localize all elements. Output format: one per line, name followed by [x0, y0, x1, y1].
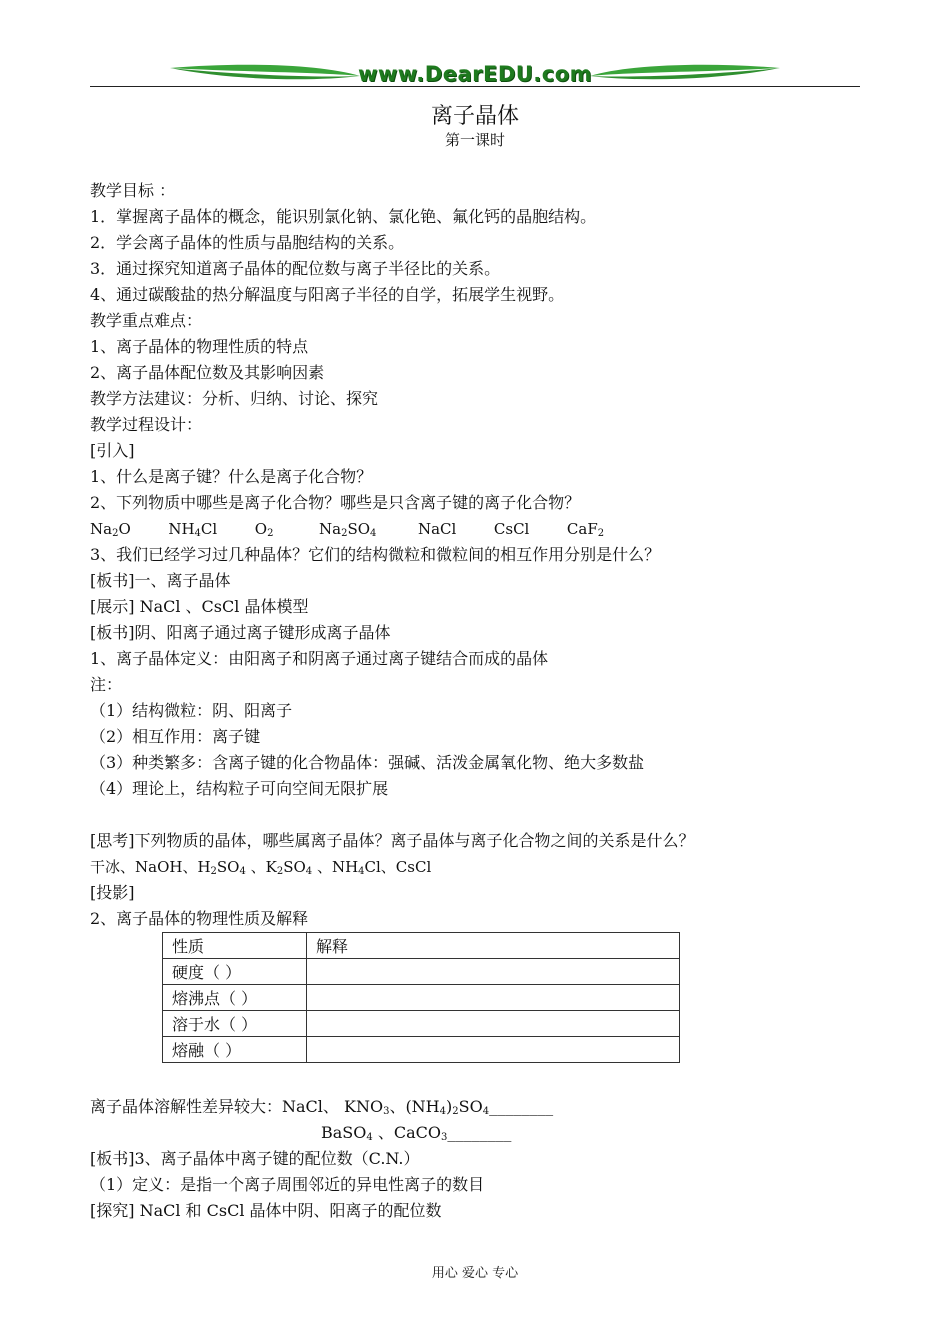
table-cell: 熔沸点（ ）	[163, 985, 307, 1011]
page-title: 离子晶体	[430, 104, 519, 129]
site-logo-text[interactable]: www.DearEDU.com	[357, 62, 593, 86]
text-line: [板书]阴、阳离子通过离子键形成离子晶体	[90, 623, 391, 642]
text-line: （3）种类繁多：含离子键的化合物晶体：强碱、活泼金属氧化物、绝大多数盐	[90, 753, 645, 772]
properties-table	[162, 932, 680, 1063]
table-row	[163, 1037, 680, 1063]
formula-line: 干冰、NaOH、$H_2SO_4$ 、$K_2SO_4$ 、$NH_4Cl$、CsCl	[90, 858, 432, 877]
table-cell	[307, 985, 680, 1011]
site-header	[90, 60, 860, 94]
table-row	[163, 959, 680, 985]
text-line: 教学方法建议：分析、归纳、讨论、探究	[90, 389, 379, 408]
answer-blank: ________	[489, 1097, 554, 1116]
header-rule	[90, 86, 860, 87]
text-line: 2、离子晶体的物理性质及解释	[90, 909, 309, 928]
table-cell: 熔融（ ）	[163, 1037, 307, 1063]
text-line: 2、离子晶体配位数及其影响因素	[90, 363, 325, 382]
table-header-cell: 性质	[163, 933, 307, 959]
formula: $NH_4Cl$	[168, 520, 218, 539]
text-line: [引入]	[90, 441, 135, 460]
table-cell	[307, 959, 680, 985]
text-line: [板书]3、离子晶体中离子键的配位数（C.N.）	[90, 1149, 420, 1168]
text-line: 1．掌握离子晶体的概念，能识别氯化钠、氯化铯、氟化钙的晶胞结构。	[90, 207, 597, 226]
text-line: 注：	[90, 675, 123, 694]
formula: $Na_2O$	[90, 520, 131, 539]
table-header-cell: 解释	[307, 933, 680, 959]
table-cell	[307, 1011, 680, 1037]
text-line: 3．通过探究知道离子晶体的配位数与离子半径比的关系。	[90, 259, 501, 278]
text-line: （1）定义：是指一个离子周围邻近的异电性离子的数目	[90, 1175, 485, 1194]
text-line: 1、离子晶体的物理性质的特点	[90, 337, 309, 356]
formula: NaCl	[417, 520, 457, 538]
text-line: 4、通过碳酸盐的热分解温度与阳离子半径的自学，拓展学生视野。	[90, 285, 565, 304]
page-subtitle: 第一课时	[444, 131, 505, 149]
text-line: [投影]	[90, 883, 135, 902]
text-line: 2、下列物质中哪些是离子化合物？哪些是只含离子键的离子化合物？	[90, 493, 581, 512]
text-line: [探究] NaCl 和 CsCl 晶体中阴、阳离子的配位数	[90, 1201, 442, 1220]
formula: $O_2$	[254, 520, 274, 539]
table-row	[163, 985, 680, 1011]
formula-line	[90, 519, 604, 539]
formula: $Na_2SO_4$	[319, 520, 377, 539]
solubility-line: 离子晶体溶解性差异较大：NaCl、 $KNO_3$、$(NH_4)_2SO_4\_\_\_\_\_\_\_\_$	[90, 1097, 554, 1117]
table-cell	[307, 1037, 680, 1063]
text-line: 教学过程设计：	[90, 415, 203, 434]
text-line: （2）相互作用：离子键	[90, 727, 261, 746]
text-line: [展示] NaCl 、CsCl 晶体模型	[90, 597, 309, 616]
solubility-line: BaSO$_4$ 、CaCO$_3$________	[321, 1123, 512, 1143]
text-line: 1、离子晶体定义：由阳离子和阴离子通过离子键结合而成的晶体	[90, 649, 549, 668]
text-line: 1、什么是离子键？什么是离子化合物？	[90, 467, 373, 486]
table-cell: 溶于水（ ）	[163, 1011, 307, 1037]
text-line: （1）结构微粒：阴、阳离子	[90, 701, 293, 720]
text-line: （4）理论上，结构粒子可向空间无限扩展	[90, 779, 389, 798]
formula: CsCl	[493, 520, 530, 538]
text-line: 教学目标 ：	[90, 181, 176, 200]
page-footer: 用心 爱心 专心	[431, 1266, 519, 1281]
text-line: [思考]下列物质的晶体，哪些属离子晶体？离子晶体与离子化合物之间的关系是什么？	[90, 831, 695, 850]
text-line: [板书]一、离子晶体	[90, 571, 231, 590]
text-line: 教学重点难点：	[90, 311, 203, 330]
table-row	[163, 1011, 680, 1037]
text-line: 3、我们已经学习过几种晶体？它们的结构微粒和微粒间的相互作用分别是什么？	[90, 545, 661, 564]
table-cell: 硬度（ ）	[163, 959, 307, 985]
text-line: 2．学会离子晶体的性质与晶胞结构的关系。	[90, 233, 405, 252]
table-header-row	[163, 933, 680, 959]
answer-blank: ________	[447, 1123, 512, 1142]
formula: CaF$_2$	[566, 520, 605, 539]
